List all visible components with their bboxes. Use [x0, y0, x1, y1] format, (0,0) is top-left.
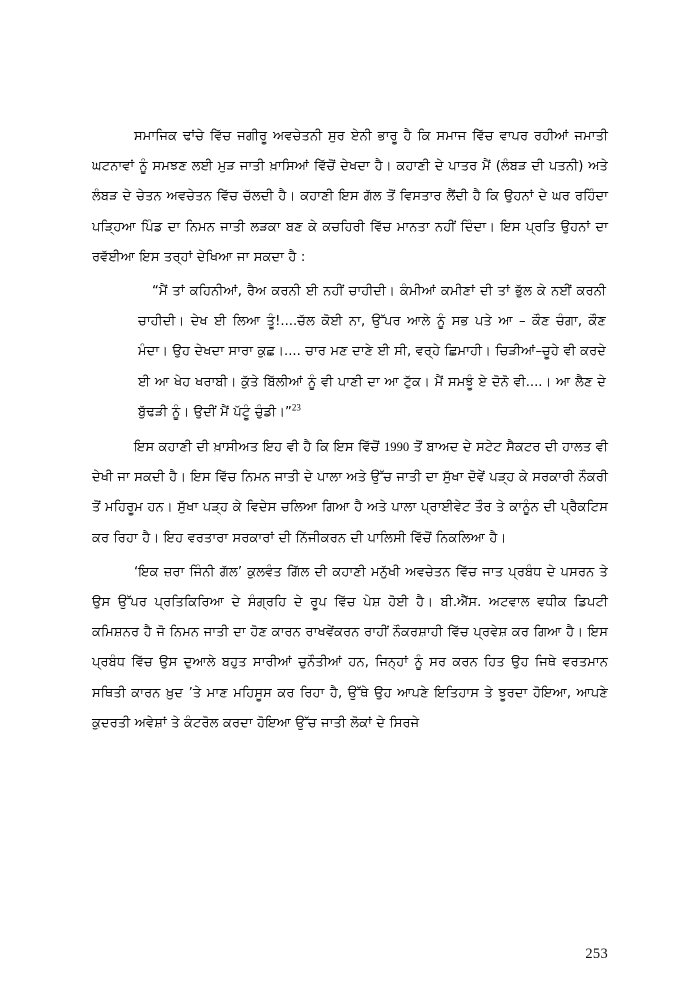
block-quote [92, 277, 608, 428]
year-1990: 1990 [383, 440, 410, 455]
footnote-marker: 23 [291, 402, 301, 413]
page-number: 253 [585, 946, 608, 962]
paragraph-2-part-2: ਤੋਂ ਬਾਅਦ ਦੇ ਸਟੇਟ ਸੈਕਟਰ ਦੀ ਹਾਲਤ ਵੀ ਦੇਖੀ ਜਾ ਸਕਦੀ ਹੈ। ਇਸ ਵਿੱਚ ਨਿਮਨ ਜਾਤੀ ਦੇ ਪਾਲਾ ਅਤੇ ਉੱਚ ਜਾਤੀ ਦਾ ਸੁੱਖਾ ਦੋਵੇਂ ਪੜ੍ਹ ਕੇ ਸਰਕਾਰੀ ਨੌਕਰੀ ਤੋਂ ਮਹਿਰੂਮ ਹਨ। ਸੁੱਖਾ ਪੜ੍ਹ ਕੇ ਵਿਦੇਸ ਚਲਿਆ ਗਿਆ ਹੈ ਅਤੇ ਪਾਲਾ ਪ੍ਰਾਈਵੇਟ ਤੌਰ ਤੇ ਕਾਨੂੰਨ ਦੀ ਪ੍ਰੈਕਟਿਸ ਕਰ ਰਿਹਾ ਹੈ। ਇਹ ਵਰਤਾਰਾ ਸਰਕਾਰਾਂ ਦੀ ਨਿੱਜੀਕਰਨ ਦੀ ਪਾਲਿਸੀ ਵਿੱਚੋਂ ਨਿਕਲਿਆ ਹੈ। [92, 440, 608, 546]
paragraph-3: ‘ਇਕ ਜ਼ਰਾ ਜਿੰਨੀ ਗੱਲ’ ਕੁਲਵੰਤ ਗਿੱਲ ਦੀ ਕਹਾਣੀ ਮਨੁੱਖੀ ਅਵਚੇਤਨ ਵਿੱਚ ਜਾਤ ਪ੍ਰਬੰਧ ਦੇ ਪਸਰਨ ਤੇ ਉਸ ਉੱਪਰ ਪ੍ਰਤਿਕਿਰਿਆ ਦੇ ਸੰਗ੍ਰਹਿ ਦੇ ਰੂਪ ਵਿੱਚ ਪੇਸ਼ ਹੋਈ ਹੈ। ਬੀ.ਐੱਸ. ਅਟਵਾਲ ਵਧੀਕ ਡਿਪਟੀ ਕਮਿਸ਼ਨਰ ਹੈ ਜੋ ਨਿਮਨ ਜਾਤੀ ਦਾ ਹੋਣ ਕਾਰਨ ਰਾਖਵੇਂਕਰਨ ਰਾਹੀਂ ਨੌਕਰਸ਼ਾਹੀ ਵਿੱਚ ਪ੍ਰਵੇਸ਼ ਕਰ ਗਿਆ ਹੈ। ਇਸ ਪ੍ਰਬੰਧ ਵਿੱਚ ਉਸ ਦੁਆਲੇ ਬਹੁਤ ਸਾਰੀਆਂ ਚੁਨੌਤੀਆਂ ਹਨ, ਜਿਨ੍ਹਾਂ ਨੂੰ ਸਰ ਕਰਨ ਹਿਤ ਉਹ ਜਿਥੇ ਵਰਤਮਾਨ ਸਥਿਤੀ ਕਾਰਨ ਖ਼ੁਦ ’ਤੇ ਮਾਣ ਮਹਿਸੂਸ ਕਰ ਰਿਹਾ ਹੈ, ਉੱਥੇ ਉਹ ਆਪਣੇ ਇਤਿਹਾਸ ਤੇ ਝੂਰਦਾ ਹੋਇਆ, ਆਪਣੇ ਕੁਦਰਤੀ ਅਵੇਸ਼ਾਂ ਤੇ ਕੰਟਰੋਲ ਕਰਦਾ ਹੋਇਆ ਉੱਚ ਜਾਤੀ ਲੋਕਾਂ ਦੇ ਸਿਰਜੇ [92, 564, 608, 731]
paragraph-2 [92, 432, 608, 554]
page-body [92, 122, 608, 739]
paragraph-1: ਸਮਾਜਿਕ ਢਾਂਚੇ ਵਿੱਚ ਜਗੀਰੂ ਅਵਚੇਤਨੀ ਸੁਰ ਏਨੀ ਭਾਰੂ ਹੈ ਕਿ ਸਮਾਜ ਵਿੱਚ ਵਾਪਰ ਰਹੀਆਂ ਜਮਾਤੀ ਘਟਨਾਵਾਂ ਨੂੰ ਸਮਝਣ ਲਈ ਮੁੜ ਜਾਤੀ ਖ਼ਾਸਿਆਂ ਵਿੱਚੋਂ ਦੇਖਦਾ ਹੈ। ਕਹਾਣੀ ਦੇ ਪਾਤਰ ਮੈਂ (ਲੰਬੜ ਦੀ ਪਤਨੀ) ਅਤੇ ਲੰਬੜ ਦੇ ਚੇਤਨ ਅਵਚੇਤਨ ਵਿੱਚ ਚੱਲਦੀ ਹੈ। ਕਹਾਣੀ ਇਸ ਗੱਲ ਤੋਂ ਵਿਸਤਾਰ ਲੈਂਦੀ ਹੈ ਕਿ ਉਹਨਾਂ ਦੇ ਘਰ ਰਹਿੰਦਾ ਪੜ੍ਹਿਆ ਪਿੰਡ ਦਾ ਨਿਮਨ ਜਾਤੀ ਲੜਕਾ ਬਣ ਕੇ ਕਚਹਿਰੀ ਵਿੱਚ ਮਾਨਤਾ ਨਹੀਂ ਦਿੰਦਾ। ਇਸ ਪ੍ਰਤਿ ਉਹਨਾਂ ਦਾ ਰਵੱਈਆ ਇਸ ਤਰ੍ਹਾਂ ਦੇਖਿਆ ਜਾ ਸਕਦਾ ਹੈ : [92, 129, 608, 265]
paragraph-2-part-1: ਇਸ ਕਹਾਣੀ ਦੀ ਖ਼ਾਸੀਅਤ ਇਹ ਵੀ ਹੈ ਕਿ ਇਸ ਵਿੱਚੋਂ [134, 440, 384, 456]
block-quote-text: “ਮੈਂ ਤਾਂ ਕਹਿਨੀਆਂ, ਰੈਅ ਕਰਨੀ ਈ ਨਹੀਂ ਚਾਹੀਦੀ। ਕੰਮੀਆਂ ਕਮੀਣਾਂ ਦੀ ਤਾਂ ਭੁੱਲ ਕੇ ਨਈਂ ਕਰਨੀ ਚਾਹੀਦੀ। ਦੇਖ ਈ ਲਿਆ ਤੂੰ!....ਚੱਲ ਕੋਈ ਨਾ, ਉੱਪਰ ਆਲੇ ਨੂੰ ਸਭ ਪਤੇ ਆ – ਕੌਣ ਚੰਗਾ, ਕੌਣ ਮੰਦਾ। ਉਹ ਦੇਖਦਾ ਸਾਰਾ ਕੁਛ।.... ਚਾਰ ਮਣ ਦਾਣੇ ਈ ਸੀ, ਵਰ੍ਹੇ ਛਿਮਾਹੀ। ਚਿੜੀਆਂ–ਚੂਹੇ ਵੀ ਕਰਦੇ ਈ ਆ ਖੇਹ ਖਰਾਬੀ। ਕੁੱਤੇ ਬਿੱਲੀਆਂ ਨੂੰ ਵੀ ਪਾਣੀ ਦਾ ਆ ਟੁੱਕ। ਮੈਂ ਸਮਝੂੰ ਏ ਦੋਨੋ ਵੀ....। ਆ ਲੈਣ ਦੇ ਬੁੱਢੜੀ ਨੂੰ। ਉਦੀਂ ਮੈਂ ਪੱਟੂੰ ਚੁੰਡੀ।” [138, 284, 606, 420]
